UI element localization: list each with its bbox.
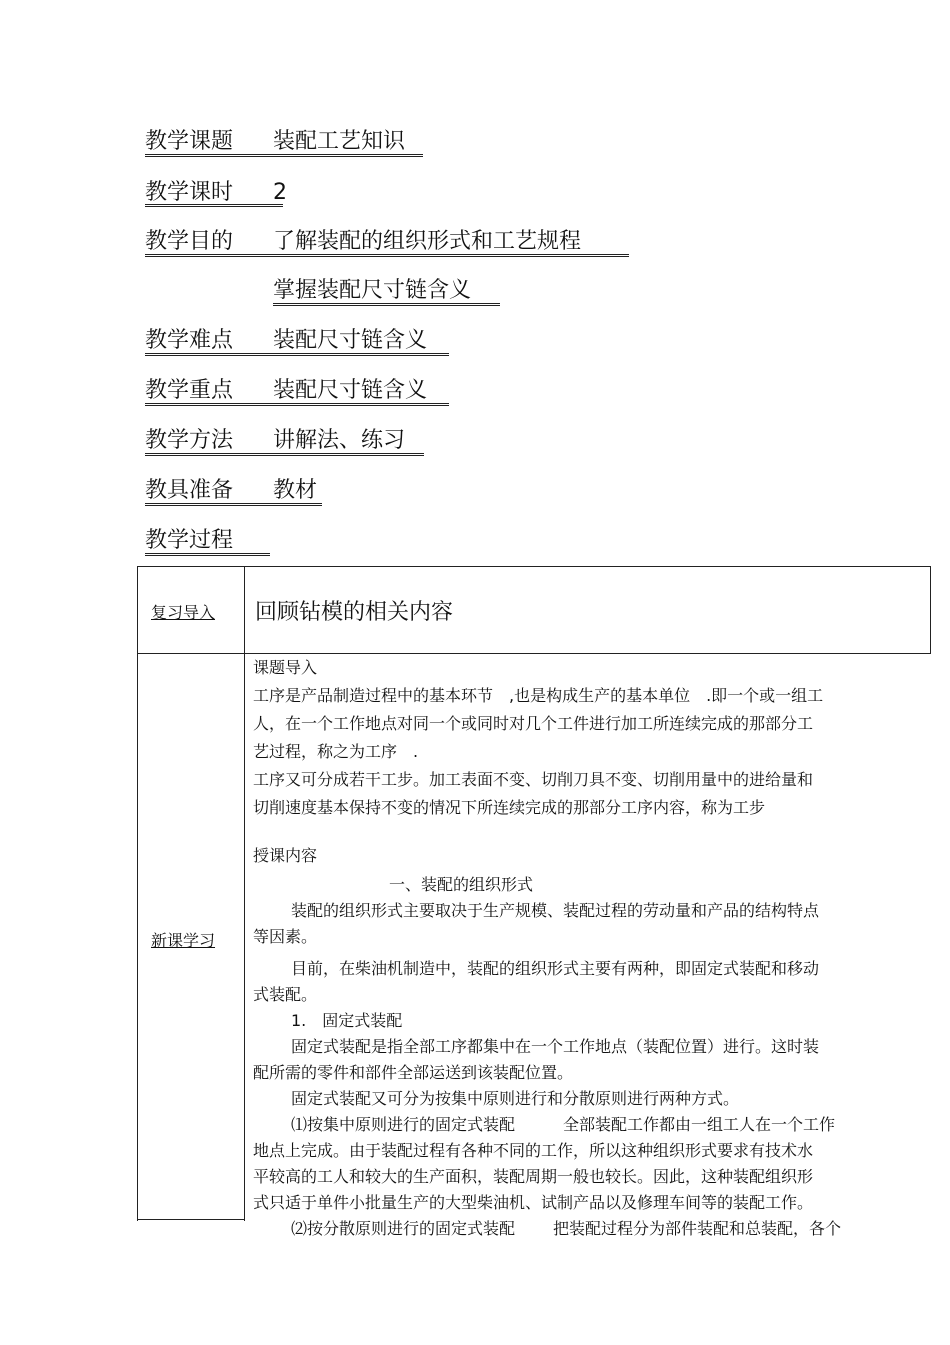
- field-purpose-2: [145, 278, 471, 304]
- field-label: 教学方法: [145, 428, 234, 453]
- table-border-left: [137, 566, 138, 1221]
- field-label: 教学目的: [145, 229, 234, 254]
- table-border-top: [137, 566, 931, 567]
- table-border-bottom: [137, 1219, 245, 1220]
- text-line: 目前，在柴油机制造中，装配的组织形式主要有两种，即固定式装配和移动: [291, 959, 820, 978]
- field-value: 装配工艺知识: [273, 129, 406, 154]
- text-line: 固定式装配是指全部工序都集中在一个工作地点（装配位置）进行。这时装: [291, 1037, 820, 1056]
- underline: [145, 403, 449, 406]
- text-line: 艺过程，称之为工序 .: [253, 742, 419, 761]
- table-column-divider: [244, 566, 245, 1221]
- field-label: 教学重点: [145, 378, 234, 403]
- text-line: 切削速度基本保持不变的情况下所连续完成的那部分工序内容，称为工步: [253, 798, 766, 817]
- underline: [145, 204, 283, 207]
- underline: [273, 303, 500, 306]
- text-line: 装配的组织形式主要取决于生产规模、装配过程的劳动量和产品的结构特点: [291, 901, 820, 920]
- item-text: 把装配过程分为部件装配和总装配，各个: [553, 1219, 842, 1238]
- text-line: 等因素。: [253, 927, 318, 946]
- field-value: 装配尺寸链含义: [273, 328, 428, 353]
- item-title: ⑵按分散原则进行的固定式装配: [291, 1219, 516, 1238]
- text-line: 地点上完成。由于装配过程有各种不同的工作，所以这种组织形式要求有技术水: [253, 1141, 814, 1160]
- field-purpose: [145, 229, 581, 255]
- text-line: 配所需的零件和部件全部运送到该装配位置。: [253, 1063, 574, 1082]
- field-label: 教学难点: [145, 328, 234, 353]
- field-value: 讲解法、练习: [273, 428, 406, 453]
- field-value: 教材: [273, 478, 318, 503]
- underline: [145, 353, 449, 356]
- new-lesson-label: 新课学习: [151, 931, 216, 950]
- field-hours: [145, 180, 287, 206]
- field-materials: [145, 478, 317, 504]
- underline: [145, 553, 270, 556]
- field-label: 教具准备: [145, 478, 234, 503]
- field-value: 2: [273, 180, 287, 205]
- table-border-right: [930, 566, 931, 654]
- field-difficulty: [145, 328, 427, 354]
- underline: [145, 453, 424, 456]
- text-line: 式装配。: [253, 985, 318, 1004]
- field-value: 装配尺寸链含义: [273, 378, 428, 403]
- review-content: 回顾钻模的相关内容: [255, 600, 454, 625]
- text-line: 平较高的工人和较大的生产面积，装配周期一般也较长。因此，这种装配组织形: [253, 1167, 814, 1186]
- field-key-point: [145, 378, 427, 404]
- text-line: [253, 1112, 903, 1138]
- text-line: 工序是产品制造过程中的基本环节 ,也是构成生产的基本单位 .即一个或一组工: [253, 686, 824, 705]
- field-label: 教学过程: [145, 528, 234, 553]
- item-title: ⑴按集中原则进行的固定式装配: [291, 1115, 516, 1134]
- text-line: 式只适于单件小批量生产的大型柴油机、试制产品以及修理车间等的装配工作。: [253, 1193, 814, 1212]
- underline: [145, 254, 629, 257]
- text-line: 课题导入: [253, 658, 318, 677]
- new-lesson-body-2: [253, 872, 903, 1242]
- field-topic: [145, 129, 405, 155]
- item-text: 全部装配工作都由一组工人在一个工作: [563, 1115, 836, 1134]
- text-line: 固定式装配又可分为按集中原则进行和分散原则进行两种方式。: [291, 1089, 740, 1108]
- field-process: [145, 528, 273, 554]
- text-line: 工序又可分成若干工步。加工表面不变、切削刀具不变、切削用量中的进给量和: [253, 770, 814, 789]
- review-label: 复习导入: [151, 603, 216, 622]
- text-line: [253, 1216, 903, 1242]
- subsection-title: 1. 固定式装配: [291, 1011, 403, 1030]
- section-heading: 授课内容: [253, 846, 318, 865]
- field-label: 教学课时: [145, 180, 234, 205]
- text-line: 人，在一个工作地点对同一个或同时对几个工件进行加工所连续完成的那部分工: [253, 714, 814, 733]
- new-lesson-body: [253, 654, 903, 870]
- blank-line: [253, 822, 903, 842]
- field-value: 掌握装配尺寸链含义: [273, 278, 472, 303]
- field-value: 了解装配的组织形式和工艺规程: [273, 229, 582, 254]
- underline: [145, 154, 423, 157]
- field-label: 教学课题: [145, 129, 234, 154]
- section-title: 一、装配的组织形式: [389, 875, 534, 894]
- field-method: [145, 428, 405, 454]
- underline: [145, 503, 322, 506]
